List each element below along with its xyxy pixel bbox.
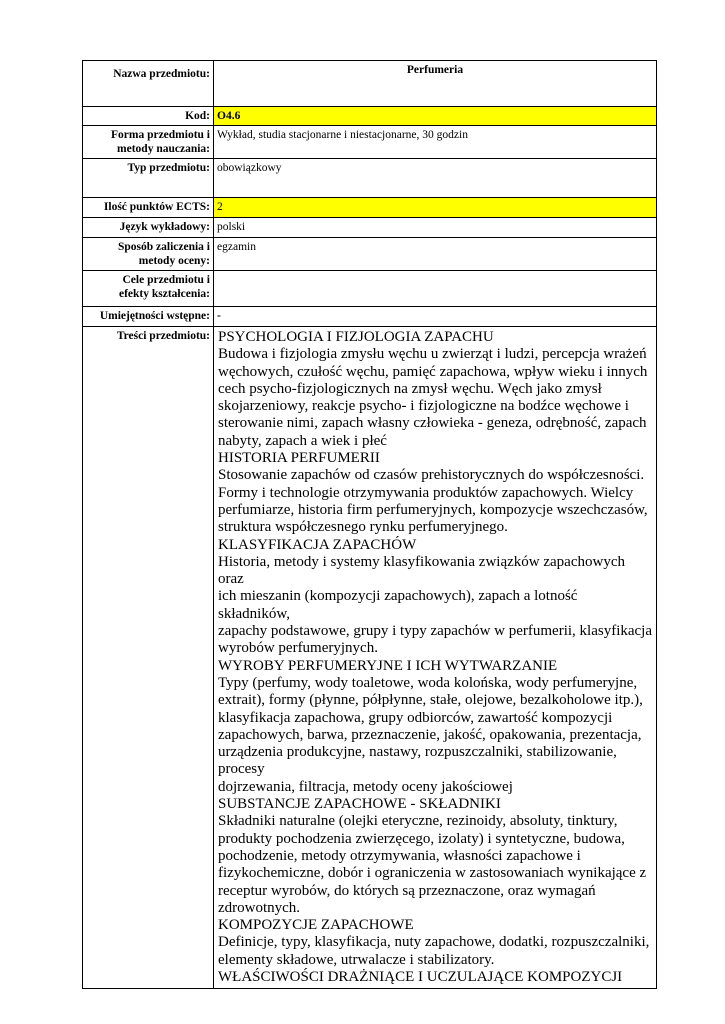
- content-line: Historia, metody i systemy klasyfikowania związków zapachowych oraz: [218, 553, 625, 588]
- objectives-label: [83, 271, 214, 307]
- language-value: polski: [214, 218, 657, 238]
- form-value: Wykład, studia stacjonarne i niestacjonarne, 30 godzin: [214, 126, 657, 159]
- course-name-value: Perfumeria: [214, 61, 657, 107]
- row-ects: [83, 198, 657, 218]
- code-value: O4.6: [214, 107, 657, 126]
- content-value: [214, 327, 657, 989]
- content-line: dojrzewania, filtracja, metody oceny jakościowej: [218, 778, 513, 795]
- content-line: cech psycho-fizjologicznych na zmysł węchu. Węch jako zmysł: [218, 380, 602, 397]
- objectives-value: [214, 271, 657, 307]
- row-language: [83, 218, 657, 238]
- content-line: WYROBY PERFUMERYJNE I ICH WYTWARZANIE: [218, 657, 558, 674]
- objectives-label-line2: efekty kształcenia:: [118, 288, 210, 300]
- content-line: zapachy podstawowe, grupy i typy zapachów w perfumerii, klasyfikacja: [218, 623, 653, 640]
- row-code: [83, 107, 657, 126]
- row-objectives: [83, 271, 657, 307]
- content-line: Budowa i fizjologia zmysłu węchu u zwierząt i ludzi, percepcja wrażeń: [218, 346, 647, 363]
- assessment-label-line1: Sposób zaliczenia i: [117, 241, 210, 253]
- form-label: [83, 126, 214, 159]
- content-line: zapachowych, barwa, przeznaczenie, jakość, opakowania, prezentacja,: [218, 726, 642, 743]
- row-course-name: [83, 61, 657, 107]
- assessment-label: [83, 238, 214, 271]
- content-line: Formy i technologie otrzymywania produktów zapachowych. Wielcy: [218, 484, 634, 501]
- ects-label: Ilość punktów ECTS:: [83, 198, 214, 218]
- content-line: struktura współczesnego rynku perfumeryjnego.: [218, 519, 508, 536]
- row-content: [83, 327, 657, 989]
- content-line: SUBSTANCJE ZAPACHOWE - SKŁADNIKI: [218, 796, 501, 813]
- content-line: KOMPOZYCJE ZAPACHOWE: [218, 917, 414, 934]
- content-line: receptur wyrobów, do których są przeznaczone, oraz wymagań: [218, 882, 596, 899]
- prerequisites-label: Umiejętności wstępne:: [83, 307, 214, 327]
- content-line: pochodzenie, metody otrzymywania, własności zapachowe i: [218, 847, 581, 864]
- content-line: zdrowotnych.: [218, 899, 301, 916]
- content-line: fizykochemiczne, dobór i ograniczenia w zastosowaniach wynikające z: [218, 865, 647, 882]
- row-prerequisites: [83, 307, 657, 327]
- language-label: Język wykładowy:: [83, 218, 214, 238]
- form-label-line1: Forma przedmiotu i: [110, 129, 210, 141]
- row-assessment: [83, 238, 657, 271]
- content-line: produkty pochodzenia zwierzęcego, izolaty) i syntetyczne, budowa,: [218, 830, 625, 847]
- content-line: PSYCHOLOGIA I FIZJOLOGIA ZAPACHU: [218, 329, 494, 345]
- content-line: ich mieszanin (kompozycji zapachowych), zapach a lotność składników,: [218, 588, 578, 622]
- content-line: WŁAŚCIWOŚCI DRAŻNIĄCE I UCZULAJĄCE KOMPOZYCJI: [218, 968, 623, 985]
- content-line: Stosowanie zapachów od czasów prehistorycznych do współczesności.: [218, 467, 645, 484]
- content-line: HISTORIA PERFUMERII: [218, 450, 380, 467]
- content-line: KLASYFIKACJA ZAPACHÓW: [218, 536, 417, 553]
- content-line: nabyty, zapach a wiek i płeć: [218, 432, 387, 449]
- ects-value: 2: [214, 198, 657, 218]
- content-line: extrait), formy (płynne, półpłynne, stałe, olejowe, bezalkoholowe itp.),: [218, 692, 643, 709]
- content-line: skojarzeniowy, reakcje psycho- i fizjologiczne na bodźce węchowe i: [218, 398, 629, 415]
- assessment-value: egzamin: [214, 238, 657, 271]
- content-line: Typy (perfumy, wody toaletowe, woda kolońska, wody perfumeryjne,: [218, 674, 638, 691]
- content-line: Składniki naturalne (olejki eteryczne, rezinoidy, absoluty, tinktury,: [218, 813, 618, 830]
- content-line: sterowanie nimi, zapach własny człowieka - geneza, odrębność, zapach: [218, 415, 647, 432]
- form-label-line2: metody nauczania:: [117, 143, 210, 155]
- assessment-label-line2: metody oceny:: [138, 255, 210, 267]
- code-label: Kod:: [83, 107, 214, 126]
- content-line: elementy składowe, utrwalacze i stabilizatory.: [218, 951, 495, 968]
- objectives-label-line1: Cele przedmiotu i: [122, 274, 210, 286]
- type-value: obowiązkowy: [214, 159, 657, 198]
- content-label: Treści przedmiotu:: [83, 327, 214, 989]
- prerequisites-value: -: [214, 307, 657, 327]
- content-line: perfumiarze, historia firm perfumeryjnych, kompozycje wszechczasów,: [218, 501, 648, 518]
- content-line: klasyfikacja zapachowa, grupy odbiorców, zawartość kompozycji: [218, 709, 613, 726]
- row-type: [83, 159, 657, 198]
- course-name-label: Nazwa przedmiotu:: [83, 61, 214, 107]
- content-line: węchowych, czułość węchu, pamięć zapachowa, wpływ wieku i innych: [218, 363, 648, 380]
- course-syllabus-table: [82, 60, 657, 989]
- content-line: wyrobów perfumeryjnych.: [218, 640, 378, 657]
- content-line: Definicje, typy, klasyfikacja, nuty zapachowe, dodatki, rozpuszczalniki,: [218, 934, 650, 951]
- content-line: urządzenia produkcyjne, nastawy, rozpuszczalniki, stabilizowanie, procesy: [218, 744, 617, 778]
- type-label: Typ przedmiotu:: [83, 159, 214, 198]
- row-form: [83, 126, 657, 159]
